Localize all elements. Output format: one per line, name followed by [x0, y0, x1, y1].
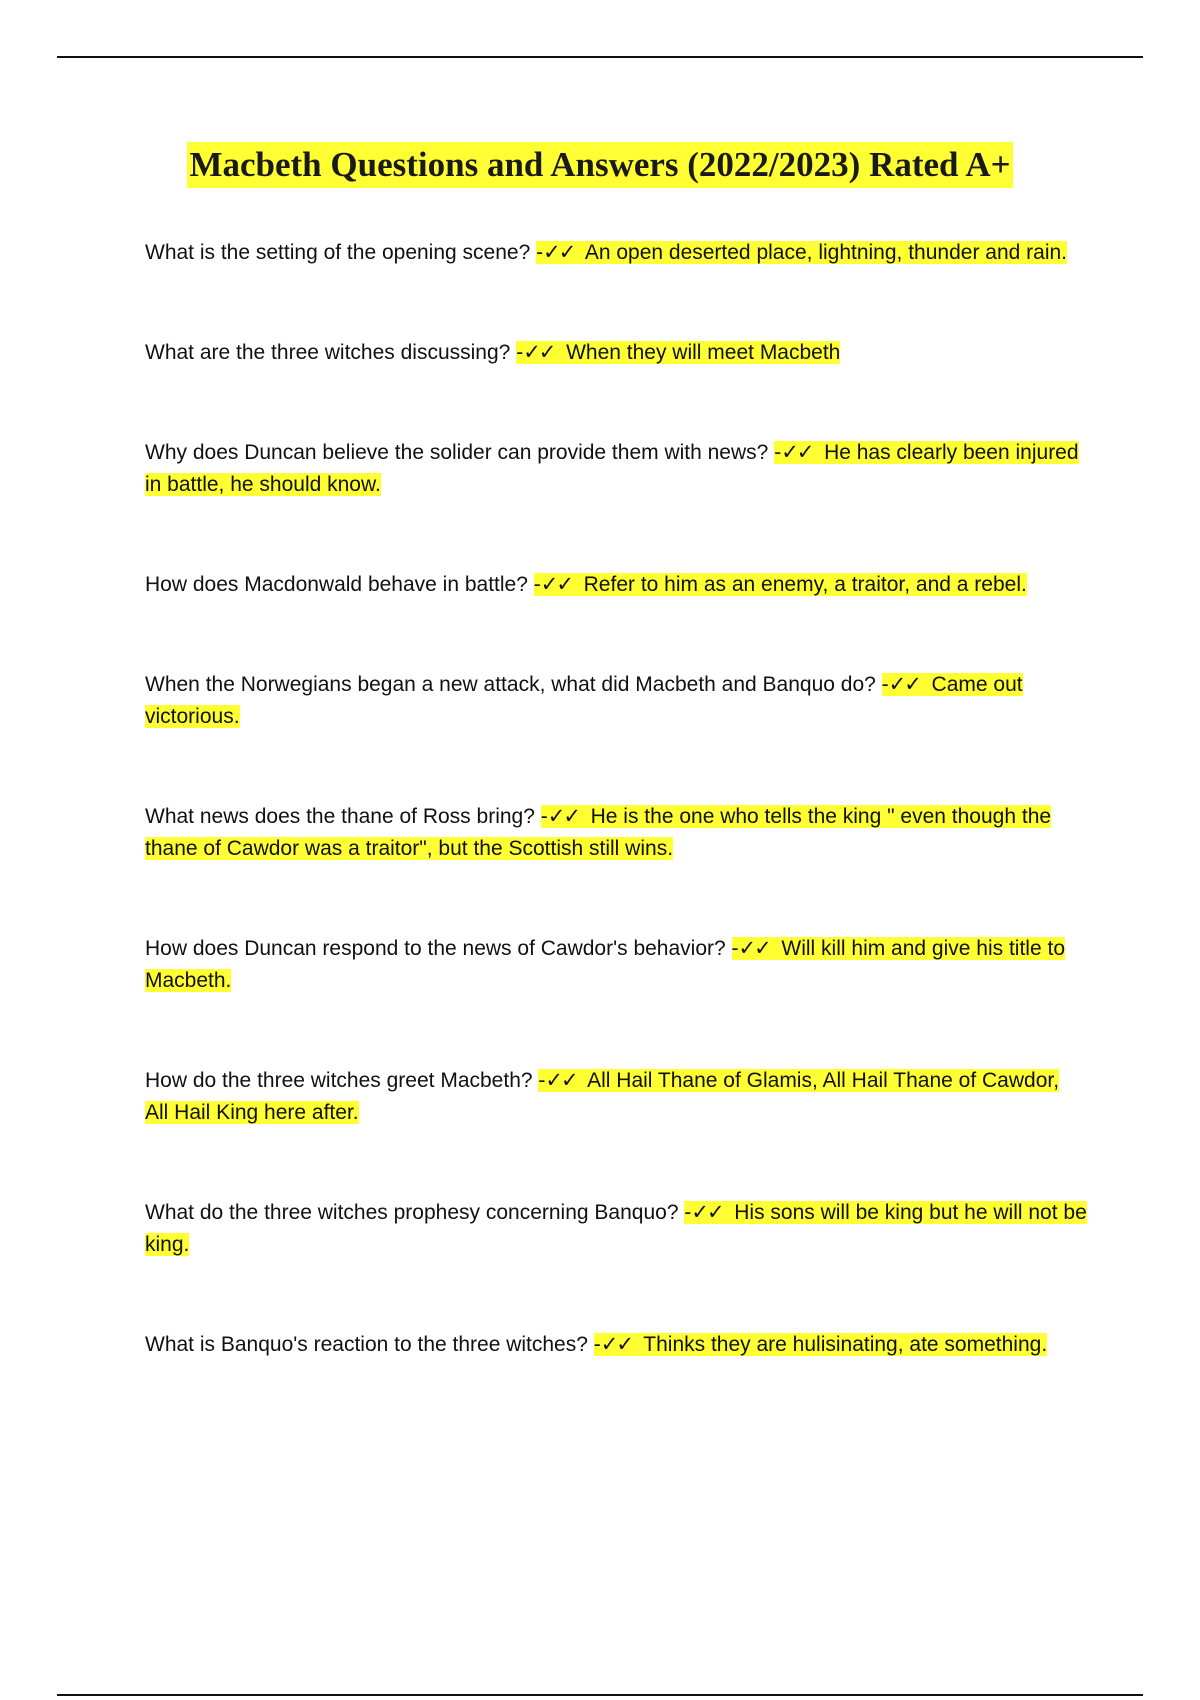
qa-item	[145, 1328, 1087, 1361]
double-check-icon: ✓✓	[600, 1332, 632, 1356]
question-text: How do the three witches greet Macbeth?	[145, 1069, 533, 1092]
answer-text: When they will meet Macbeth	[566, 341, 841, 364]
answer-highlight	[516, 341, 840, 364]
question-text: What are the three witches discussing?	[145, 341, 511, 364]
double-check-icon: ✓✓	[691, 1200, 723, 1224]
separator: -	[684, 1201, 692, 1224]
qa-item	[145, 1064, 1087, 1129]
qa-item	[145, 236, 1087, 269]
separator: -	[516, 341, 524, 364]
answer-text: All Hail Thane of Glamis, All Hail Thane of Cawdor, All Hail King here after.	[145, 1069, 1060, 1124]
separator: -	[774, 441, 782, 464]
separator: -	[538, 1069, 546, 1092]
title-container	[0, 142, 1200, 188]
qa-item	[145, 568, 1087, 601]
qa-item	[145, 932, 1087, 997]
question-text: How does Duncan respond to the news of Cawdor's behavior?	[145, 937, 726, 960]
qa-item	[145, 336, 1087, 369]
question-text: Why does Duncan believe the solider can provide them with news?	[145, 441, 769, 464]
answer-highlight	[594, 1333, 1047, 1356]
top-rule	[57, 56, 1143, 58]
double-check-icon: ✓✓	[545, 1068, 577, 1092]
answer-highlight	[534, 573, 1027, 596]
separator: -	[731, 937, 739, 960]
answer-text: His sons will be king but he will not be king.	[145, 1201, 1087, 1256]
separator: -	[536, 241, 544, 264]
double-check-icon: ✓✓	[547, 804, 579, 828]
document-title: Macbeth Questions and Answers (2022/2023) Rated A+	[187, 142, 1012, 188]
question-text: When the Norwegians began a new attack, what did Macbeth and Banquo do?	[145, 673, 876, 696]
question-text: What is Banquo's reaction to the three witches?	[145, 1333, 588, 1356]
double-check-icon: ✓✓	[738, 936, 770, 960]
double-check-icon: ✓✓	[888, 672, 920, 696]
answer-highlight	[536, 241, 1067, 264]
separator: -	[540, 805, 548, 828]
answer-text: He is the one who tells the king " even though the thane of Cawdor was a traitor", but the Scottish still wins.	[145, 805, 1052, 860]
answer-text: Thinks they are hulisinating, ate something.	[643, 1333, 1048, 1356]
question-text: What do the three witches prophesy concerning Banquo?	[145, 1201, 679, 1224]
question-text: What news does the thane of Ross bring?	[145, 805, 535, 828]
answer-text: An open deserted place, lightning, thunder and rain.	[584, 241, 1067, 264]
qa-item	[145, 800, 1087, 865]
qa-item	[145, 436, 1087, 501]
answer-text: Will kill him and give his title to Macbeth.	[145, 937, 1065, 992]
answer-text: Came out victorious.	[145, 673, 1023, 728]
separator: -	[533, 573, 541, 596]
answer-text: He has clearly been injured in battle, he should know.	[145, 441, 1079, 496]
question-text: How does Macdonwald behave in battle?	[145, 573, 528, 596]
question-text: What is the setting of the opening scene?	[145, 241, 531, 264]
double-check-icon: ✓✓	[523, 340, 555, 364]
separator: -	[881, 673, 889, 696]
double-check-icon: ✓✓	[543, 240, 575, 264]
qa-list	[145, 236, 1087, 1428]
answer-text: Refer to him as an enemy, a traitor, and a rebel.	[583, 573, 1027, 596]
double-check-icon: ✓✓	[781, 440, 813, 464]
separator: -	[593, 1333, 601, 1356]
qa-item	[145, 668, 1087, 733]
bottom-rule	[57, 1694, 1143, 1696]
double-check-icon: ✓✓	[540, 572, 572, 596]
qa-item	[145, 1196, 1087, 1261]
